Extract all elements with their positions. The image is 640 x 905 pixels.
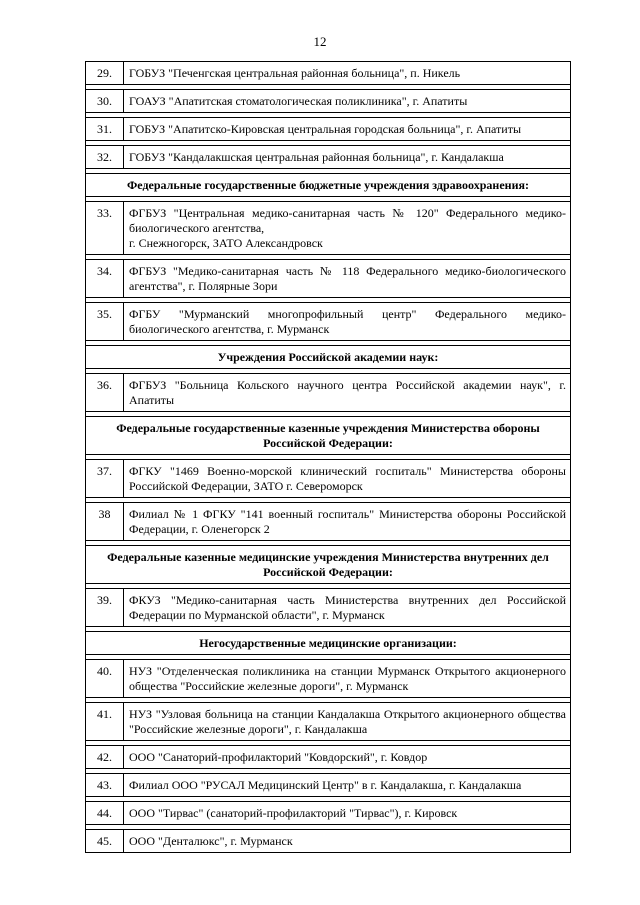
institution-name-text: Филиал ООО "РУСАЛ Медицинский Центр" в г. Кандалакша, г. Кандалакша — [129, 778, 522, 792]
institution-name-text: НУЗ "Узловая больница на станции Кандалакша Открытого акционерного общества "Российские железные дороги", г. Кандалакша — [129, 707, 566, 736]
institution-name-text: ООО "Тирвас" (санаторий-профилакторий "Тирвас"), г. Кировск — [129, 806, 458, 820]
institution-location-text: г. Снежногорск, ЗАТО Александровск — [129, 236, 323, 250]
row-number: 30. — [86, 90, 124, 113]
section-header: Негосударственные медицинские организации: — [86, 632, 571, 655]
row-number: 41. — [86, 703, 124, 741]
institution-name-text: ГОБУЗ "Апатитско-Кировская центральная городская больница", г. Апатиты — [129, 122, 522, 136]
section-header: Учреждения Российской академии наук: — [86, 346, 571, 369]
section-header: Федеральные казенные медицинские учреждения Министерства внутренних дел Российской Федерации: — [86, 546, 571, 584]
row-number: 39. — [86, 589, 124, 627]
table-row — [86, 503, 571, 541]
row-number: 36. — [86, 374, 124, 412]
row-number: 40. — [86, 660, 124, 698]
row-number: 35. — [86, 303, 124, 341]
institution-name — [124, 774, 571, 797]
table-row — [86, 774, 571, 797]
institution-name — [124, 303, 571, 341]
row-number: 38 — [86, 503, 124, 541]
institution-name — [124, 202, 571, 255]
institution-name — [124, 703, 571, 741]
row-number: 44. — [86, 802, 124, 825]
section-header-row — [86, 174, 571, 197]
row-number: 29. — [86, 62, 124, 85]
institution-name-text: ФГБУ "Мурманский многопрофильный центр" Федерального медико-биологического агентства, г. Мурманск — [129, 307, 566, 336]
table-row — [86, 746, 571, 769]
institution-name — [124, 90, 571, 113]
institution-name — [124, 802, 571, 825]
institution-name-text: ГОБУЗ "Печенгская центральная районная больница", п. Никель — [129, 66, 461, 80]
institution-name-text: ООО "Денталюкс", г. Мурманск — [129, 834, 293, 848]
table-row — [86, 260, 571, 298]
table-row — [86, 703, 571, 741]
row-number: 31. — [86, 118, 124, 141]
section-header: Федеральные государственные казенные учреждения Министерства обороны Российской Федерации: — [86, 417, 571, 455]
section-header-row — [86, 417, 571, 455]
institution-name-text: ГОБУЗ "Кандалакшская центральная районная больница", г. Кандалакша — [129, 150, 504, 164]
table-row — [86, 118, 571, 141]
institution-name — [124, 374, 571, 412]
row-number: 33. — [86, 202, 124, 255]
institution-name-text: ФГБУЗ "Центральная медико-санитарная часть № 120" Федерального медико-биологического агентства, — [129, 206, 566, 235]
table-row — [86, 460, 571, 498]
institution-name — [124, 260, 571, 298]
section-header-row — [86, 346, 571, 369]
institution-name — [124, 118, 571, 141]
table-row — [86, 202, 571, 255]
institution-name — [124, 503, 571, 541]
institution-name — [124, 62, 571, 85]
institution-name-text: ГОАУЗ "Апатитская стоматологическая поликлиника", г. Апатиты — [129, 94, 468, 108]
row-number: 42. — [86, 746, 124, 769]
institution-name-text: Филиал № 1 ФГКУ "141 военный госпиталь" Министерства обороны Российской Федерации, г. Оленегорск 2 — [129, 507, 566, 536]
institution-name-text: ФКУЗ "Медико-санитарная часть Министерства внутренних дел Российской Федерации по Мурманской области", г. Мурманск — [129, 593, 566, 622]
section-header-row — [86, 546, 571, 584]
row-number: 45. — [86, 830, 124, 853]
table-row — [86, 660, 571, 698]
institution-name-text: ФГБУЗ "Медико-санитарная часть № 118 Федерального медико-биологического агентства", г. Полярные Зори — [129, 264, 566, 293]
row-number: 37. — [86, 460, 124, 498]
institution-name-text: НУЗ "Отделенческая поликлиника на станции Мурманск Открытого акционерного общества "Российские железные дороги", г. Мурманск — [129, 664, 566, 693]
institution-name-text: ФГКУ "1469 Военно-морской клинический госпиталь" Министерства обороны Российской Федерации, ЗАТО г. Североморск — [129, 464, 566, 493]
row-number: 34. — [86, 260, 124, 298]
institution-name — [124, 589, 571, 627]
table-row — [86, 830, 571, 853]
table-row — [86, 589, 571, 627]
table-row — [86, 62, 571, 85]
institution-name — [124, 660, 571, 698]
institutions-table — [85, 61, 571, 853]
row-number: 43. — [86, 774, 124, 797]
institution-name-text: ФГБУЗ "Больница Кольского научного центра Российской академии наук", г. Апатиты — [129, 378, 566, 407]
institution-name — [124, 746, 571, 769]
row-number: 32. — [86, 146, 124, 169]
table-row — [86, 146, 571, 169]
institution-name-text: ООО "Санаторий-профилакторий "Ковдорский", г. Ковдор — [129, 750, 428, 764]
table-row — [86, 802, 571, 825]
section-header-row — [86, 632, 571, 655]
section-header: Федеральные государственные бюджетные учреждения здравоохранения: — [86, 174, 571, 197]
table-row — [86, 90, 571, 113]
institution-name — [124, 460, 571, 498]
page-number: 12 — [313, 34, 327, 49]
table-row — [86, 303, 571, 341]
institution-name — [124, 830, 571, 853]
institution-name — [124, 146, 571, 169]
table-row — [86, 374, 571, 412]
